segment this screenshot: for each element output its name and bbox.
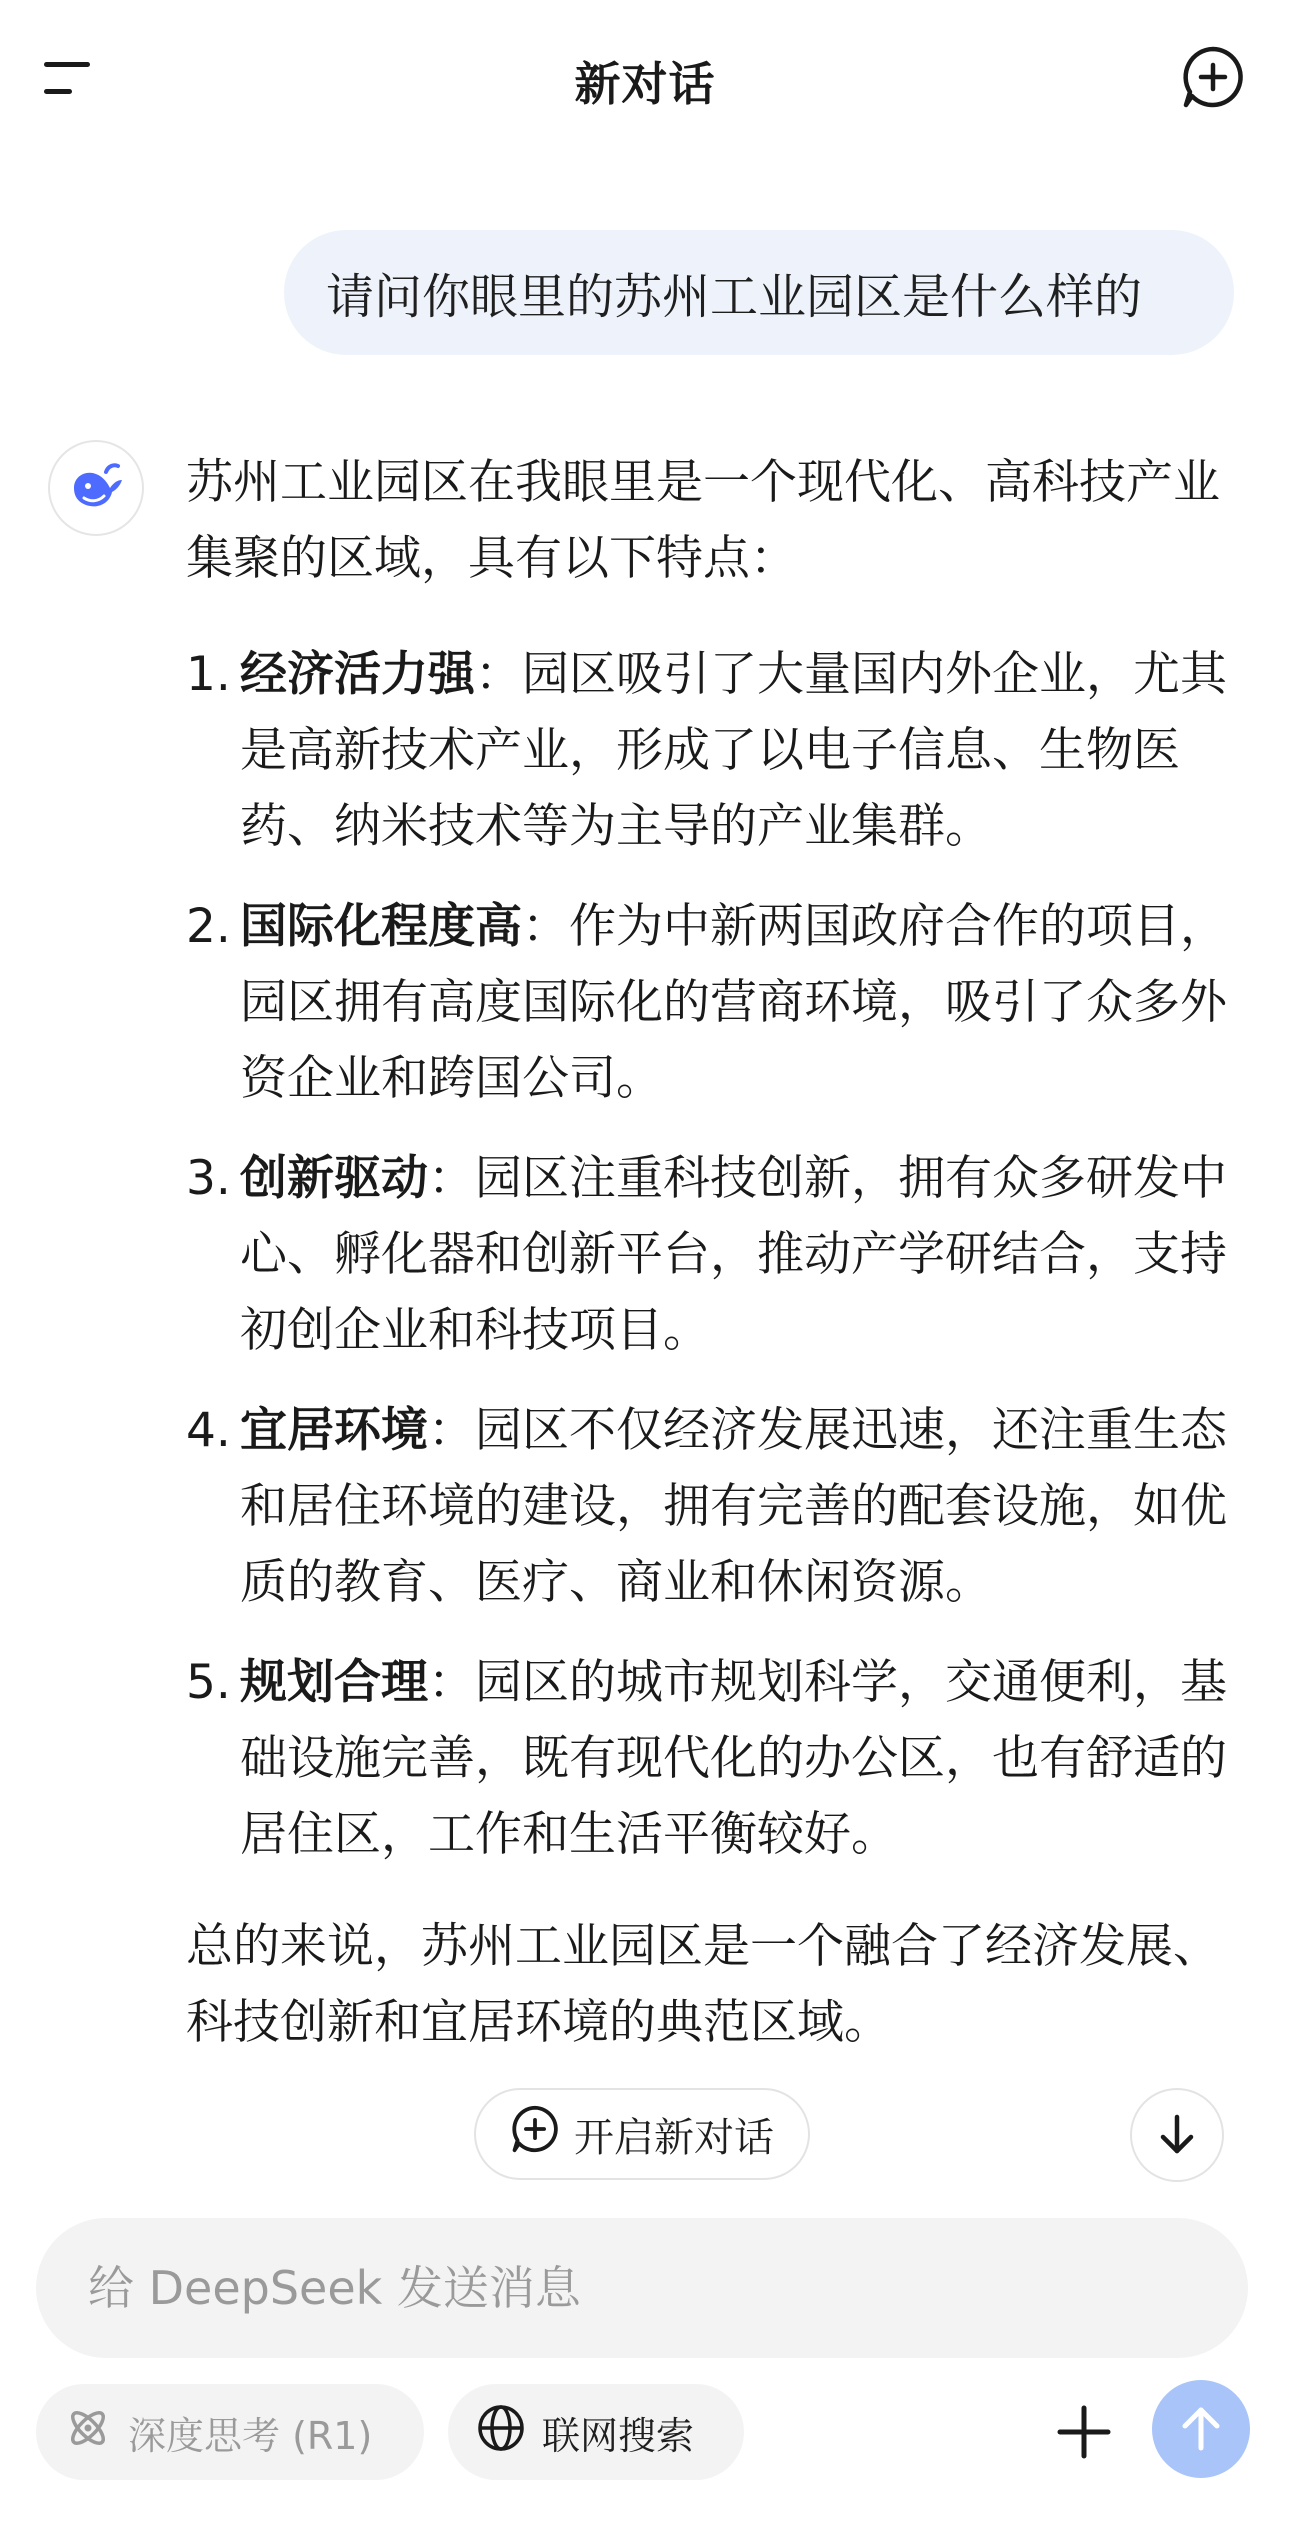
message-input[interactable] [86, 2260, 1198, 2316]
list-number: 1. [186, 647, 231, 702]
plus-icon [1056, 2404, 1112, 2460]
web-search-toggle[interactable] [448, 2384, 744, 2480]
point-title: 宜居环境 [240, 1403, 428, 1458]
start-new-chat-label: 开启新对话 [574, 2114, 774, 2161]
page-title: 新对话 [574, 57, 716, 111]
globe-icon [476, 2403, 526, 2462]
point-text: ：园区吸引了大量国内外企业，尤其是高新技术产业，形成了以电子信息、生物医药、纳米技术等为主导的产业集群。 [240, 647, 1227, 854]
point-title: 经济活力强 [240, 647, 475, 702]
point-text: ：园区不仅经济发展迅速，还注重生态和居住环境的建设，拥有完善的配套设施，如优质的教育、医疗、商业和休闲资源。 [240, 1403, 1227, 1610]
point-title: 创新驱动 [240, 1151, 428, 1206]
list-number: 2. [186, 899, 231, 954]
new-chat-icon[interactable] [1180, 44, 1246, 110]
list-number: 4. [186, 1403, 231, 1458]
list-number: 5. [186, 1655, 231, 1710]
list-item [186, 1645, 1250, 1873]
list-item [186, 637, 1250, 865]
list-item [186, 1393, 1250, 1621]
message-input-container [36, 2218, 1248, 2358]
deep-think-label: 深度思考 (R1) [128, 2413, 373, 2458]
answer-summary: 总的来说，苏州工业园区是一个融合了经济发展、科技创新和宜居环境的典范区域。 [186, 1919, 1220, 2050]
start-new-chat-button[interactable] [474, 2088, 810, 2180]
answer-intro: 苏州工业园区在我眼里是一个现代化、高科技产业集聚的区域，具有以下特点： [186, 455, 1220, 586]
point-text: ：园区的城市规划科学，交通便利，基础设施完善，既有现代化的办公区，也有舒适的居住区，工作和生活平衡较好。 [240, 1655, 1227, 1862]
send-button[interactable] [1152, 2380, 1250, 2478]
list-item [186, 1141, 1250, 1369]
list-number: 3. [186, 1151, 231, 1206]
point-title: 规划合理 [240, 1655, 428, 1710]
list-item [186, 889, 1250, 1117]
top-bar [0, 0, 1290, 150]
web-search-label: 联网搜索 [542, 2413, 695, 2458]
point-text: ：园区注重科技创新，拥有众多研发中心、孵化器和创新平台，推动产学研结合，支持初创企业和科技项目。 [240, 1151, 1227, 1358]
feature-list [186, 637, 1250, 1873]
new-chat-icon [510, 2104, 560, 2164]
point-title: 国际化程度高 [240, 899, 522, 954]
assistant-answer [186, 445, 1250, 2061]
user-message-bubble: 请问你眼里的苏州工业园区是什么样的 [284, 230, 1234, 355]
arrow-up-icon [1176, 2404, 1226, 2454]
arrow-down-icon [1155, 2113, 1199, 2157]
attach-button[interactable] [1042, 2390, 1126, 2474]
deep-think-toggle[interactable] [36, 2384, 424, 2480]
point-text: ：作为中新两国政府合作的项目，园区拥有高度国际化的营商环境，吸引了众多外资企业和跨国公司。 [240, 899, 1227, 1106]
deepseek-whale-icon [48, 440, 144, 536]
atom-icon [64, 2404, 112, 2461]
scroll-to-bottom-button[interactable] [1130, 2088, 1224, 2182]
